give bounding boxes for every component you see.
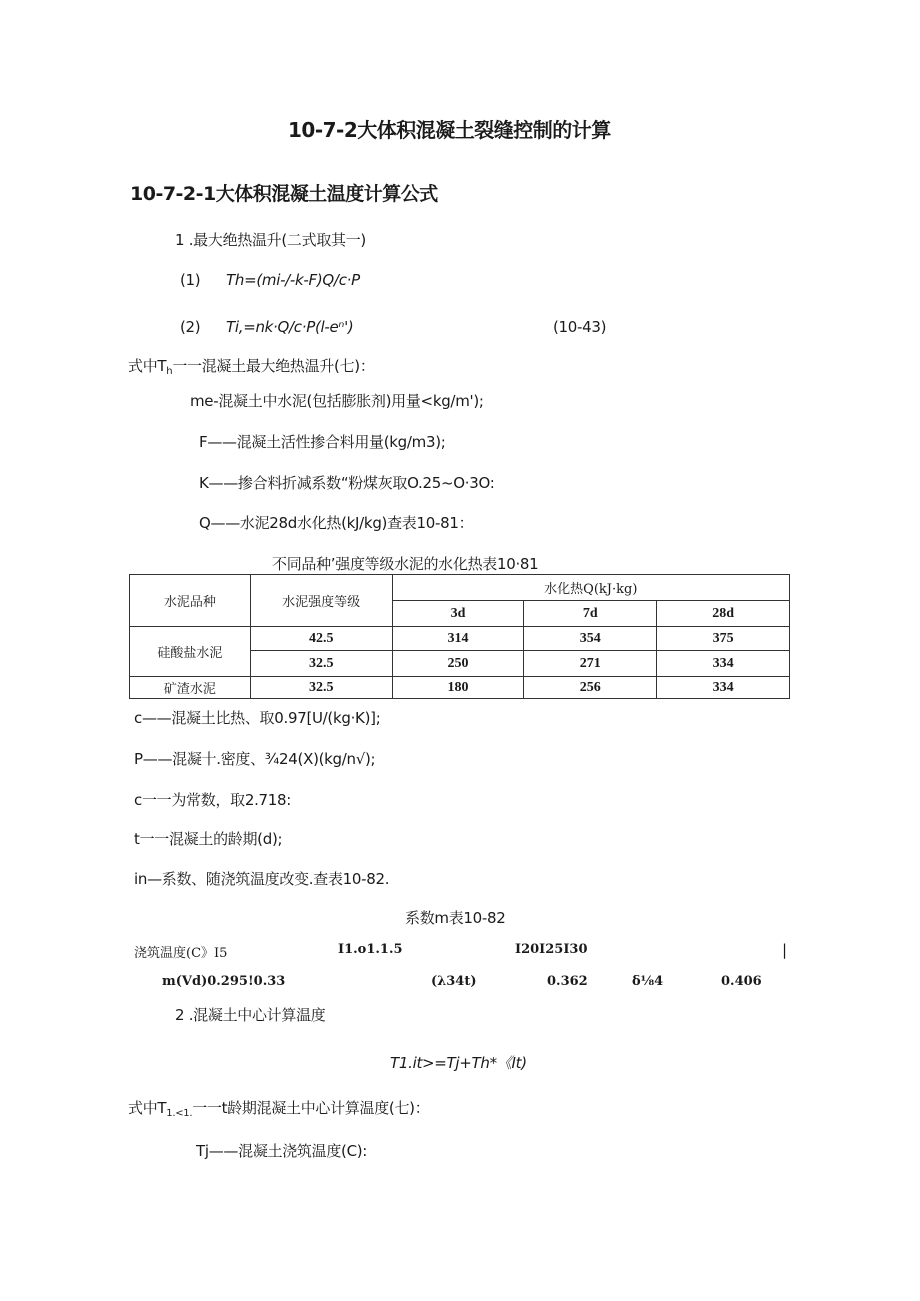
table-cell-3d: 250 — [392, 651, 524, 677]
table1-caption: 不同品种’强度等级水泥的水化热表10·81 — [272, 555, 539, 573]
formula2-reference: (10-43) — [553, 318, 607, 336]
hydration-heat-table — [129, 574, 790, 699]
where-prefix: 式中T — [128, 357, 167, 375]
table-cell-28d: 375 — [657, 627, 790, 651]
table2-row2-label: m(Vd)0.295!0.33 — [162, 974, 286, 989]
table-cell-grade: 42.5 — [250, 627, 392, 651]
table-cell-grade: 32.5 — [250, 651, 392, 677]
definition-m: in—系数、随浇筑温度改变.查表10-82. — [134, 870, 390, 888]
formula1-number: (1) — [180, 271, 201, 289]
header-day-3d: 3d — [392, 601, 524, 627]
portland-cement-label: 硅酸盐水泥 — [130, 627, 251, 677]
table-cell-grade: 32.5 — [250, 677, 392, 699]
header-strength-grade: 水泥强度等级 — [250, 575, 392, 627]
where2-subscript: 1.<1. — [166, 1108, 193, 1119]
where-clause-t1 — [128, 1097, 429, 1119]
definition-f: F——混凝土活性掺合料用量(kg/m3); — [199, 433, 446, 451]
table-cell-28d: 334 — [657, 677, 790, 699]
formula2: Ti,=nk·Q/c·P(l-eⁿ') — [226, 318, 354, 336]
where-rest: 一一混凝土最大绝热温升(七)： — [172, 357, 375, 375]
header-hydration-heat-text: 水化热Q(kJ·kg) — [544, 582, 638, 597]
table-cell-3d: 180 — [392, 677, 524, 699]
definition-me: me-混凝土中水泥(包括膨胀剂)用量<kg/m'); — [190, 392, 484, 410]
item1-heading: 1 .最大绝热温升(二式取其一) — [175, 231, 366, 249]
header-cement-type: 水泥品种 — [130, 575, 251, 627]
definition-e: c一一为常数，取2.718: — [134, 791, 292, 809]
slag-cement-label: 矿渣水泥 — [130, 677, 251, 699]
table-cell-28d: 334 — [657, 651, 790, 677]
table2-caption: 系数m表10-82 — [405, 909, 506, 927]
table-cell-7d: 354 — [524, 627, 657, 651]
table2-row1-label: 浇筑温度(C》I5 — [134, 946, 228, 961]
table2-row2-value-c: δ⅛4 — [632, 974, 664, 989]
definition-q: Q——水泥28d水化热(kJ/kg)查表10-81： — [199, 514, 474, 532]
where-clause-th — [128, 355, 375, 377]
formula3: T1.it>=Tj+Th*《It) — [390, 1054, 527, 1072]
definition-p: P——混凝十.密度、¾24(X)(kg/n√); — [134, 750, 376, 768]
table2-row2-value-b: 0.362 — [547, 974, 588, 989]
header-day-28d: 28d — [657, 601, 790, 627]
definition-k: K——掺合料折减系数“粉煤灰取O.25~O·3O: — [199, 474, 495, 492]
section-title: 10-7-2-1大体积混凝土温度计算公式 — [130, 183, 438, 205]
header-hydration-heat — [392, 575, 789, 601]
where2-rest: 一一t龄期混凝土中心计算温度(七)： — [192, 1099, 430, 1117]
table2-row2-value-d: 0.406 — [721, 974, 762, 989]
table-cell-7d: 256 — [524, 677, 657, 699]
table-cell-3d: 314 — [392, 627, 524, 651]
page-title: 10-7-2大体积混凝土裂缝控制的计算 — [288, 118, 611, 142]
where-subscript: h — [166, 366, 173, 377]
item2-heading: 2 .混凝土中心计算温度 — [175, 1006, 326, 1024]
definition-c: c——混凝土比热、取0.97[U/(kg·K)]; — [134, 709, 381, 727]
header-day-7d: 7d — [524, 601, 657, 627]
formula1: Th=(mi-/-k-F)Q/c·P — [226, 271, 360, 289]
where2-prefix: 式中T — [128, 1099, 167, 1117]
definition-t: t一一混凝土的龄期(d); — [134, 830, 283, 848]
table2-row1-bar: | — [782, 941, 787, 959]
table-cell-7d: 271 — [524, 651, 657, 677]
definition-tj: Tj——混凝土浇筑温度(C): — [196, 1142, 368, 1160]
table2-row1-values-b: I20I25I30 — [515, 942, 588, 957]
formula2-number: (2) — [180, 318, 201, 336]
table2-row1-values-a: I1.o1.1.5 — [338, 942, 403, 957]
table2-row2-value-a: (λ34t) — [431, 974, 477, 989]
